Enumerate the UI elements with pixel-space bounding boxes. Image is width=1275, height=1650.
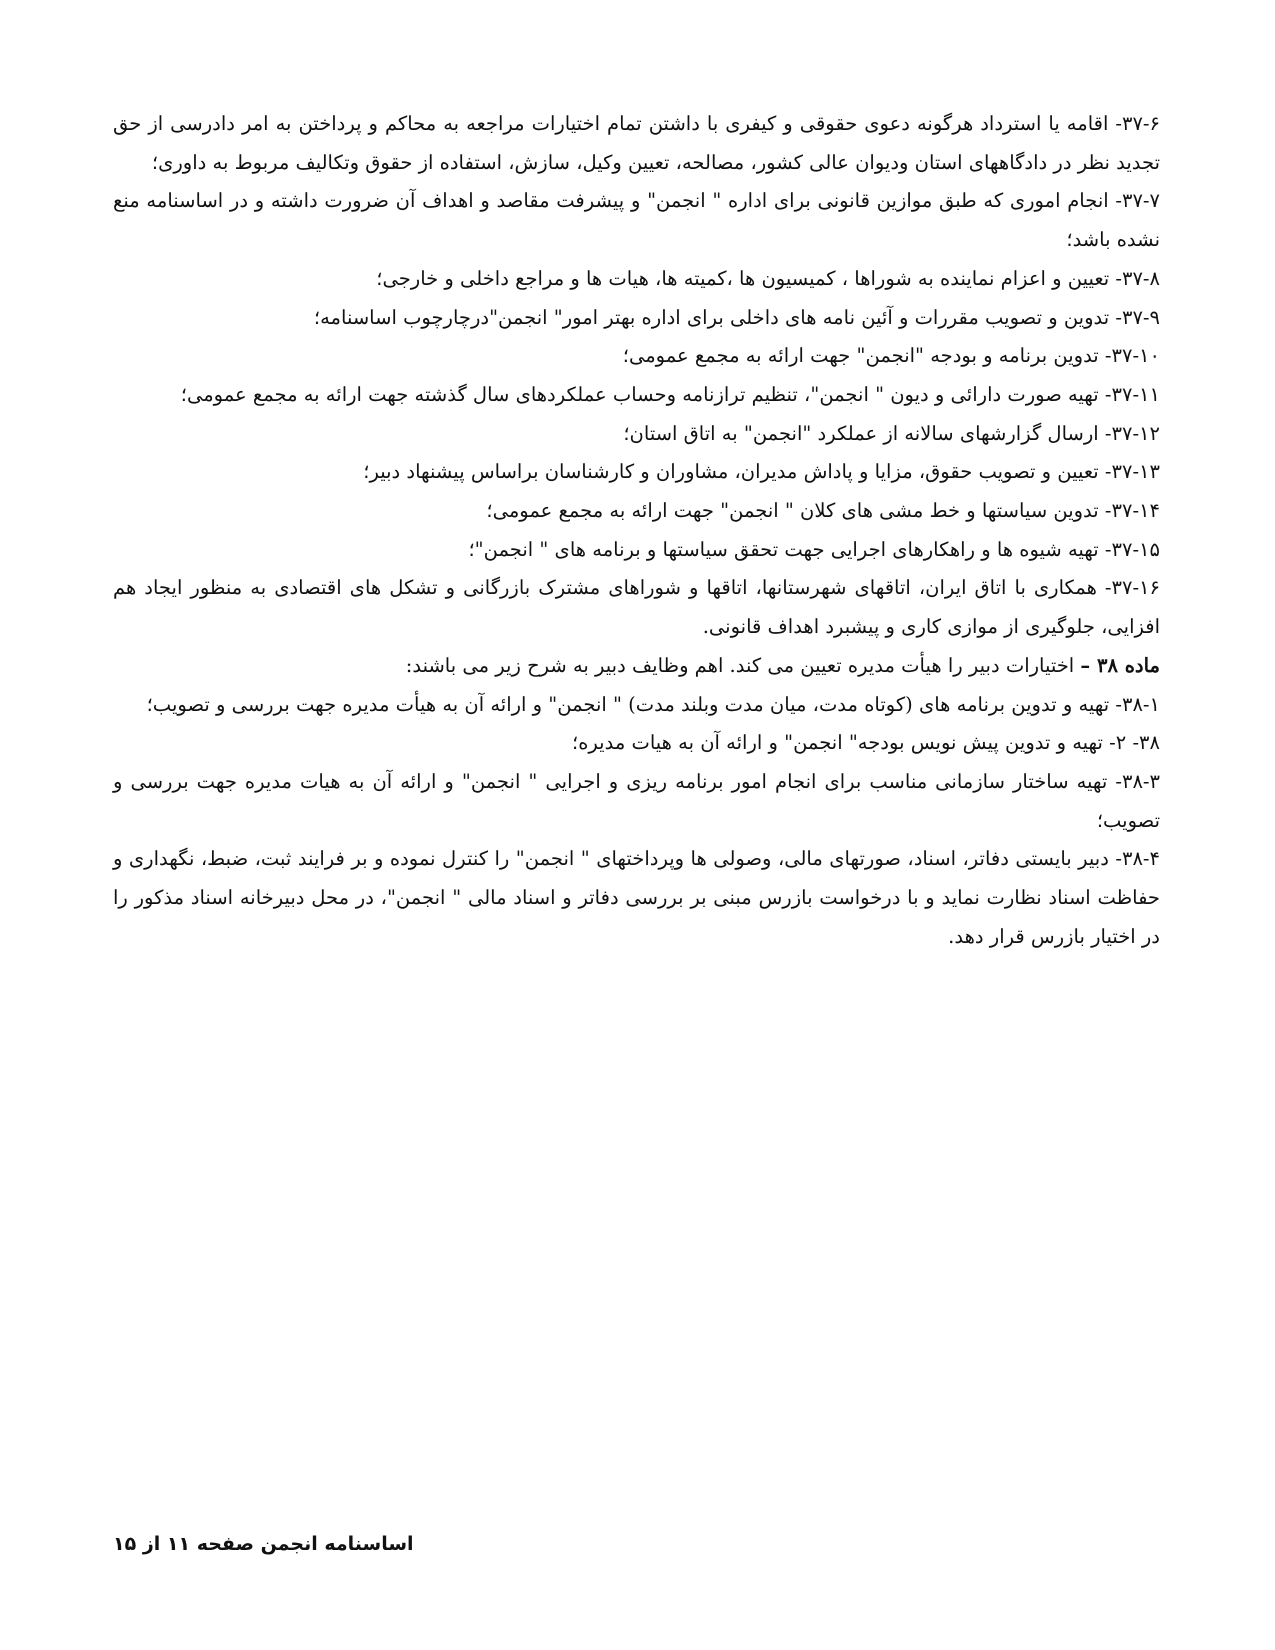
clause-37-11: ۳۷-۱۱- تهیه صورت دارائی و دیون " انجمن"، تنظیم ترازنامه وحساب عملکردهای سال گذشته جهت ارائه به مجمع عمومی؛ [180, 382, 1160, 406]
clause-38-2: ۳۸- ۲- تهیه و تدوین پیش نویس بودجه" انجمن" و ارائه آن به هیات مدیره؛ [572, 731, 1160, 755]
clause-38-4: ۳۸-۴- دبیر بایستی دفاتر، اسناد، صورتهای مالی، وصولی ها وپرداختهای " انجمن" را کنترل نموده و بر فرایند ثبت، ضبط، نگهداری و حفاظت اسناد نظارت نماید و با درخواست بازرس مبنی بر بررسی دفاتر و اسناد مالی " انجمن"، در محل دبیرخانه اسناد مذکور را در اختیار بازرس قرار دهد. [113, 847, 1160, 948]
clause-37-10: ۳۷-۱۰- تدوین برنامه و بودجه "انجمن" جهت ارائه به مجمع عمومی؛ [622, 344, 1160, 368]
clause-37-8: ۳۷-۸- تعیین و اعزام نماینده به شوراها ، کمیسیون ها ،کمیته ها، هیات ها و مراجع داخلی و خارجی؛ [376, 266, 1160, 290]
clause-38-1: ۳۸-۱- تهیه و تدوین برنامه های (کوتاه مدت، میان مدت وبلند مدت) " انجمن" و ارائه آن به هیأت مدیره جهت بررسی و تصویب؛ [146, 692, 1160, 716]
article-38-intro: اختیارات دبیر را هیأت مدیره تعیین می کند. اهم وظایف دبیر به شرح زیر می باشند: [405, 653, 1081, 677]
page-footer: اساسنامه انجمن صفحه ۱۱ از ۱۵ [113, 1533, 414, 1555]
clause-37-16: ۳۷-۱۶- همکاری با اتاق ایران، اتاقهای شهرستانها، اتاقها و شوراهای مشترک بازرگانی و تشکل های اقتصادی به منظور ایجاد هم افزایی، جلوگیری از موازی کاری و پیشبرد اهداف قانونی. [113, 576, 1160, 639]
document-body [113, 105, 1160, 956]
clause-37-12: ۳۷-۱۲- ارسال گزارشهای سالانه از عملکرد "انجمن" به اتاق استان؛ [623, 421, 1160, 445]
article-38-label: ماده ۳۸ – [1080, 653, 1160, 677]
article-38-heading [113, 647, 1160, 686]
clause-38-3: ۳۸-۳- تهیه ساختار سازمانی مناسب برای انجام امور برنامه ریزی و اجرایی " انجمن" و ارائه آن به هیات مدیره جهت بررسی و تصویب؛ [113, 769, 1160, 832]
clause-37-13: ۳۷-۱۳- تعیین و تصویب حقوق، مزایا و پاداش مدیران، مشاوران و کارشناسان براساس پیشنهاد دبیر؛ [363, 460, 1160, 484]
clause-37-7: ۳۷-۷- انجام اموری که طبق موازین قانونی برای اداره " انجمن" و پیشرفت مقاصد و اهداف آن ضرورت داشته و در اساسنامه منع نشده باشد؛ [113, 189, 1160, 252]
clause-37-15: ۳۷-۱۵- تهیه شیوه ها و راهکارهای اجرایی جهت تحقق سیاستها و برنامه های " انجمن"؛ [468, 537, 1160, 561]
clause-37-9: ۳۷-۹- تدوین و تصویب مقررات و آئین نامه های داخلی برای اداره بهتر امور" انجمن"درچارچوب اساسنامه؛ [313, 305, 1160, 329]
clause-37-6: ۳۷-۶- اقامه یا استرداد هرگونه دعوی حقوقی و کیفری با داشتن تمام اختیارات مراجعه به محاکم و پرداختن به امر دادرسی از حق تجدید نظر در دادگاههای استان ودیوان عالی کشور، مصالحه، تعیین وکیل، سازش، استفاده از حقوق وتکالیف مربوط به داوری؛ [113, 112, 1160, 174]
clause-37-14: ۳۷-۱۴- تدوین سیاستها و خط مشی های کلان " انجمن" جهت ارائه به مجمع عمومی؛ [486, 499, 1160, 523]
